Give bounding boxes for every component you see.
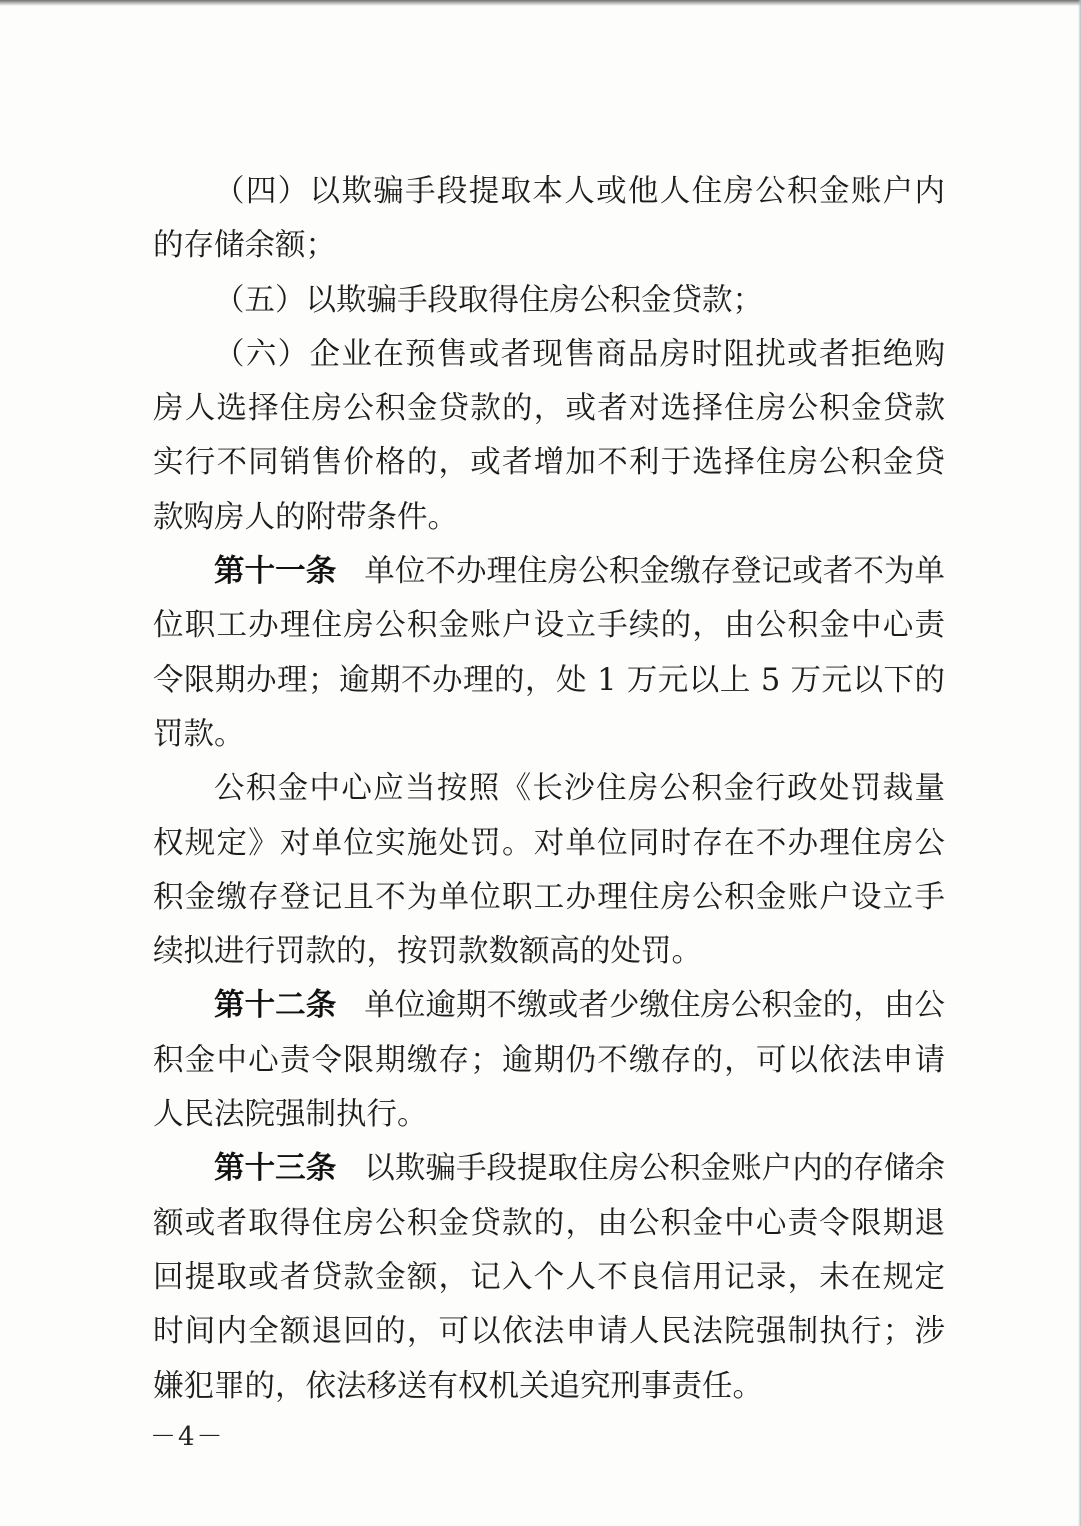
document-body bbox=[153, 165, 945, 1414]
scan-top-edge bbox=[0, 0, 1081, 6]
article-text: 以欺骗手段提取住房公积金账户内的存储余额或者取得住房公积金贷款的，由公积金中心责令限期退回提取或者贷款金额，记入个人不良信用记录，未在规定时间内全额退回的，可以依法申请人民法院强制执行；涉嫌犯罪的，依法移送有权机关追究刑事责任。 bbox=[153, 1151, 946, 1404]
article-12 bbox=[153, 979, 945, 1142]
article-number: 第十三条 bbox=[214, 1151, 337, 1187]
article-11 bbox=[153, 545, 945, 762]
article-text: 单位逾期不缴或者少缴住房公积金的，由公积金中心责令限期缴存；逾期仍不缴存的，可以依法申请人民法院强制执行。 bbox=[153, 988, 946, 1133]
article-number: 第十一条 bbox=[214, 554, 337, 590]
article-number: 第十二条 bbox=[214, 988, 337, 1024]
paragraph-item-4: （四）以欺骗手段提取本人或他人住房公积金账户内的存储余额； bbox=[153, 174, 945, 264]
page-number: －4－ bbox=[150, 1422, 225, 1452]
paragraph-item-5: （五）以欺骗手段取得住房公积金贷款； bbox=[214, 282, 763, 318]
article-text: 单位不办理住房公积金缴存登记或者不为单位职工办理住房公积金账户设立手续的，由公积金中心责令限期办理；逾期不办理的，处 1 万元以上 5 万元以下的罚款。 bbox=[153, 554, 946, 752]
article-13 bbox=[153, 1142, 945, 1413]
article-11-clause: 公积金中心应当按照《长沙住房公积金行政处罚裁量权规定》对单位实施处罚。对单位同时存在不办理住房公积金缴存登记且不为单位职工办理住房公积金账户设立手续拟进行罚款的，按罚款数额高的处罚。 bbox=[153, 771, 945, 970]
paragraph-item-6: （六）企业在预售或者现售商品房时阻扰或者拒绝购房人选择住房公积金贷款的，或者对选择住房公积金贷款实行不同销售价格的，或者增加不利于选择住房公积金贷款购房人的附带条件。 bbox=[153, 336, 945, 535]
